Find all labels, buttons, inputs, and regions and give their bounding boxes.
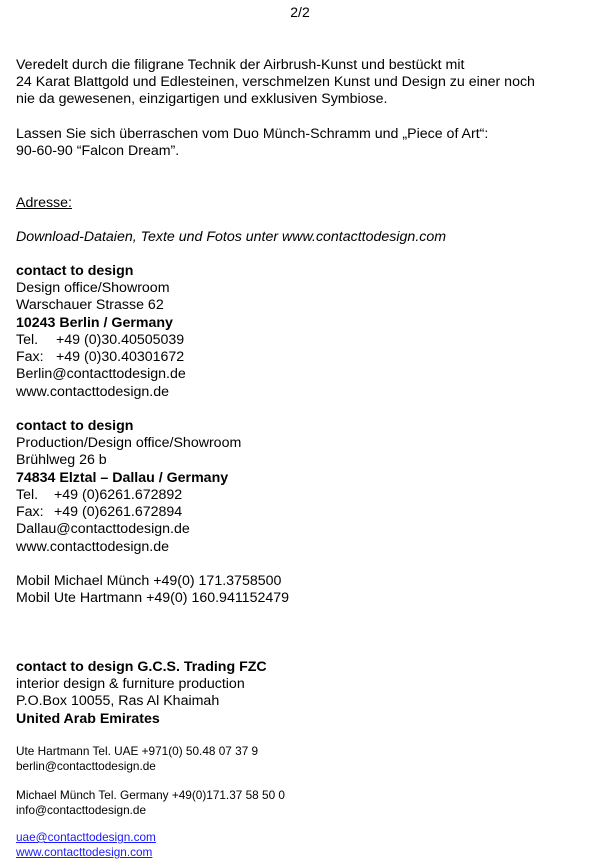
mobile-line-1: Mobil Michael Münch +49(0) 171.3758500 [16,573,282,589]
dallau-web: www.contacttodesign.de [16,539,169,555]
page-number: 2/2 [290,4,310,20]
uae-contact-2-line-2: info@contacttodesign.de [16,803,147,817]
intro-paragraph-1-line-3: nie da gewesenen, einzigartigen und exklusiven Symbiose. [16,91,388,107]
dallau-email: Dallau@contacttodesign.de [16,521,190,537]
berlin-fax-label: Fax: [16,349,44,365]
uae-email-link[interactable]: uae@contacttodesign.com [16,830,156,844]
berlin-tel-value: +49 (0)30.40505039 [56,332,185,348]
berlin-fax-value: +49 (0)30.40301672 [56,349,185,365]
uae-email-link-row [16,830,156,845]
berlin-city: 10243 Berlin / Germany [16,315,173,331]
berlin-tel [16,332,184,349]
uae-web-link[interactable]: www.contacttodesign.com [16,845,153,859]
dallau-street: Brühlweg 26 b [16,452,107,468]
intro-paragraph-2-line-2: 90-60-90 “Falcon Dream”. [16,143,180,159]
berlin-email: Berlin@contacttodesign.de [16,366,186,382]
uae-country: United Arab Emirates [16,711,160,727]
mobile-line-2: Mobil Ute Hartmann +49(0) 160.941152479 [16,590,290,606]
uae-contact-1-line-1: Ute Hartmann Tel. UAE +971(0) 50.48 07 37 9 [16,744,259,758]
uae-pobox: P.O.Box 10055, Ras Al Khaimah [16,693,220,709]
dallau-fax-value: +49 (0)6261.672894 [54,504,183,520]
dallau-fax-label: Fax: [16,504,44,520]
berlin-web: www.contacttodesign.de [16,384,169,400]
berlin-dept: Design office/Showroom [16,280,170,296]
dallau-fax [16,504,182,521]
dallau-company: contact to design [16,418,134,434]
uae-contact-2-line-1: Michael Münch Tel. Germany +49(0)171.37 58 50 0 [16,788,285,802]
dallau-tel [16,487,182,504]
intro-paragraph-1-line-1: Veredelt durch die filigrane Technik der Airbrush-Kunst und bestückt mit [16,57,465,73]
uae-web-link-row [16,845,152,860]
dallau-dept: Production/Design office/Showroom [16,435,242,451]
dallau-tel-value: +49 (0)6261.672892 [54,487,183,503]
dallau-city: 74834 Elztal – Dallau / Germany [16,470,229,486]
berlin-tel-label: Tel. [16,332,39,348]
intro-paragraph-1-line-2: 24 Karat Blattgold und Edlesteinen, verschmelzen Kunst und Design zu einer noch [16,74,535,90]
uae-company: contact to design G.C.S. Trading FZC [16,659,267,675]
uae-dept: interior design & furniture production [16,676,245,692]
berlin-fax [16,349,184,366]
uae-contact-1-line-2: berlin@contacttodesign.de [16,759,156,773]
berlin-company: contact to design [16,263,134,279]
address-heading: Adresse: [16,195,72,211]
dallau-tel-label: Tel. [16,487,39,503]
intro-paragraph-2-line-1: Lassen Sie sich überraschen vom Duo Münch-Schramm und „Piece of Art“: [16,126,489,142]
download-note: Download-Dataien, Texte und Fotos unter www.contacttodesign.com [16,229,447,245]
berlin-street: Warschauer Strasse 62 [16,297,164,313]
